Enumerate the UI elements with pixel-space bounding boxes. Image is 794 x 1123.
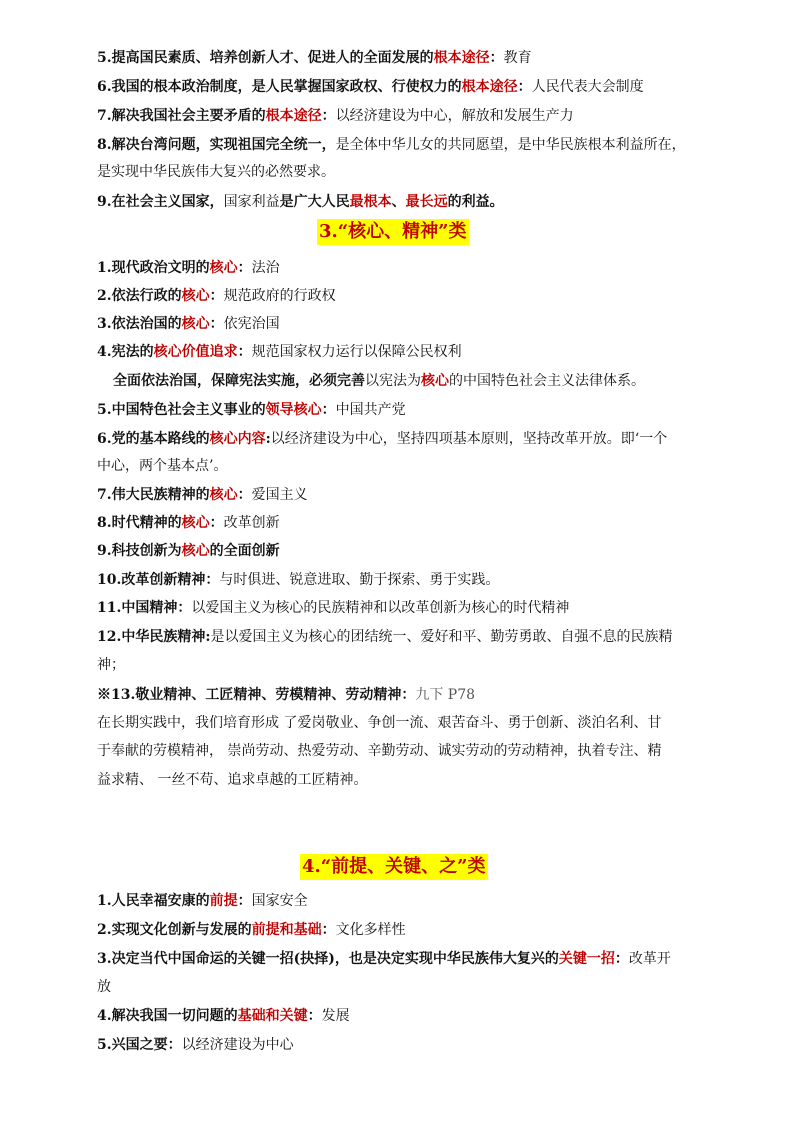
item-colon: ：: [167, 1037, 182, 1053]
item-lead: 12.中华民族精神: [97, 629, 206, 645]
item-keyword: 核心: [181, 543, 210, 559]
item-colon: ：: [209, 515, 224, 531]
item-lead: 2.实现文化创新与发展的: [97, 922, 252, 938]
item-answer: 以经济建设为中心，坚持四项基本原则，坚持改革开放。即‘一个: [270, 431, 668, 447]
item-text: 国家利益: [223, 194, 280, 210]
item-answer: 爱国主义: [251, 487, 308, 503]
s4-item-1: [97, 891, 707, 911]
item-answer: 以爱国主义为核心的民族精神和以改革创新为核心的时代精神: [191, 600, 570, 616]
item-answer: 是以爱国主义为核心的团结统一、爱好和平、勤劳勇敢、自强不息的民族精: [210, 629, 673, 645]
item-keyword: 核心价值追求: [153, 344, 238, 360]
s4-item-3: [97, 949, 707, 969]
item-keyword: 前提和基础: [251, 922, 322, 938]
s3-item-12-line2: [97, 655, 707, 675]
item-answer: 发展: [321, 1008, 350, 1024]
s3-item-8: [97, 513, 707, 533]
item-tail: 的利益。: [447, 194, 504, 210]
item-colon: ：: [237, 344, 252, 360]
s3-item-12: [97, 627, 707, 647]
item-colon: ：: [237, 487, 252, 503]
item-keyword: 基础和关键: [237, 1008, 308, 1024]
item-answer: 以经济建设为中心，解放和发展生产力: [335, 108, 574, 124]
item-colon: :: [265, 431, 271, 447]
paragraph-line: 于奉献的劳模精神， 崇尚劳动、热爱劳动、辛勤劳动、诚实劳动的劳动精神，执着专注、精: [97, 743, 662, 759]
item-lead: 7.解决我国社会主要矛盾的: [97, 108, 266, 124]
item-keyword: 核心内容: [209, 431, 266, 447]
item-colon: ：: [237, 893, 252, 909]
s4-item-5: [97, 1035, 707, 1055]
s3-item-3: [97, 314, 707, 334]
section-4-heading: 4.“前提、关键、之”类: [300, 854, 488, 880]
s2-item-6: [97, 77, 707, 97]
s3-item-11: [97, 598, 707, 618]
s4-item-4: [97, 1006, 707, 1026]
section-3-heading: 3.“核心、精神”类: [317, 219, 469, 245]
item-answer: 改革开: [628, 951, 671, 967]
item-lead: 5.中国特色社会主义事业的: [97, 402, 266, 418]
item-answer: 法治: [251, 260, 280, 276]
s3-item-13-para-1: [97, 713, 707, 733]
item-answer: 中国共产党: [335, 402, 406, 418]
item-lead: ※13.敬业精神、工匠精神、劳模精神、劳动精神: [97, 687, 402, 703]
item-answer: 国家安全: [251, 893, 308, 909]
item-colon: ：: [237, 260, 252, 276]
item-colon: ：: [614, 951, 629, 967]
item-lead: 3.依法治国的: [97, 316, 182, 332]
item-answer: 规范国家权力运行以保障公民权利: [251, 344, 462, 360]
item-lead: 9.科技创新为: [97, 543, 182, 559]
item-colon: ：: [177, 600, 192, 616]
item-answer-continued: 放: [97, 979, 111, 995]
item-text-bold: 是广大人民: [279, 194, 350, 210]
item-answer: 依宪治国: [223, 316, 280, 332]
item-answer: 以经济建设为中心: [181, 1037, 294, 1053]
s2-item-7: [97, 106, 707, 126]
item-colon: :: [205, 629, 211, 645]
item-keyword: 核心: [181, 288, 210, 304]
s3-item-7: [97, 485, 707, 505]
item-lead: 2.依法行政的: [97, 288, 182, 304]
item-keyword: 根本途径: [265, 108, 322, 124]
item-tail: 的全面创新: [209, 543, 280, 559]
item-lead: 8.解决台湾问题，实现祖国完全统一，: [97, 137, 336, 153]
s3-item-2: [97, 286, 707, 306]
item-lead: 4.宪法的: [97, 344, 154, 360]
item-separator: 、: [391, 194, 406, 210]
s3-item-13: [97, 685, 707, 705]
s2-item-8-line2: [97, 162, 707, 182]
s3-item-13-para-2: [97, 741, 707, 761]
item-keyword: 最根本: [349, 194, 392, 210]
item-keyword: 关键一招: [558, 951, 615, 967]
s2-item-9: [97, 192, 707, 212]
item-lead: 5.提高国民素质、培养创新人才、促进人的全面发展的: [97, 50, 434, 66]
item-answer: 人民代表大会制度: [531, 79, 644, 95]
s3-item-1: [97, 258, 707, 278]
item-keyword: 最长远: [405, 194, 448, 210]
s3-item-10: [97, 570, 707, 590]
item-lead: 全面依法治国，保障宪法实施，必须完善: [113, 373, 365, 389]
item-keyword: 核心: [209, 487, 238, 503]
item-answer: 教育: [503, 50, 532, 66]
s3-item-6: [97, 429, 707, 449]
item-lead: 9.在社会主义国家，: [97, 194, 224, 210]
item-lead: 6.我国的根本政治制度，是人民掌握国家政权、行使权力的: [97, 79, 462, 95]
item-lead: 11.中国精神: [97, 600, 178, 616]
s3-item-13-para-3: [97, 770, 707, 790]
item-lead: 1.人民幸福安康的: [97, 893, 210, 909]
item-keyword: 核心: [421, 373, 449, 389]
item-colon: ：: [321, 922, 336, 938]
item-colon: ：: [321, 402, 336, 418]
item-colon: ：: [209, 316, 224, 332]
item-answer-continued: 中心，两个基本点’。: [97, 458, 228, 474]
item-colon: ：: [517, 79, 532, 95]
s3-item-4: [97, 342, 707, 362]
item-tail: 的中国特色社会主义法律体系。: [449, 373, 645, 389]
item-colon: ：: [209, 288, 224, 304]
item-lead: 7.伟大民族精神的: [97, 487, 210, 503]
item-answer-continued: 是实现中华民族伟大复兴的必然要求。: [97, 164, 335, 180]
item-lead: 10.改革创新精神: [97, 572, 206, 588]
item-lead: 4.解决我国一切问题的: [97, 1008, 238, 1024]
item-colon: ：: [307, 1008, 322, 1024]
item-answer: 与时俱进、锐意进取、勤于探索、勇于实践。: [219, 572, 500, 588]
s3-item-5: [97, 400, 707, 420]
s3-item-9: [97, 541, 707, 561]
item-answer-continued: 神；: [97, 657, 125, 673]
s3-item-4b: [113, 371, 723, 391]
item-text: 以宪法为: [365, 373, 421, 389]
s3-item-6-line2: [97, 456, 707, 476]
item-lead: 1.现代政治文明的: [97, 260, 210, 276]
item-colon: ：: [205, 572, 220, 588]
item-answer: 规范政府的行政权: [223, 288, 336, 304]
item-lead: 6.党的基本路线的: [97, 431, 210, 447]
item-keyword: 核心: [181, 316, 210, 332]
paragraph-line: 益求精、 一丝不苟、追求卓越的工匠精神。: [97, 772, 368, 788]
s2-item-5: [97, 48, 707, 68]
item-answer: 文化多样性: [335, 922, 406, 938]
item-lead: 8.时代精神的: [97, 515, 182, 531]
item-colon: ：: [321, 108, 336, 124]
s2-item-8: [97, 135, 707, 155]
s4-item-2: [97, 920, 707, 940]
item-keyword: 根本途径: [433, 50, 490, 66]
s4-item-3-line2: [97, 977, 707, 997]
item-keyword: 前提: [209, 893, 238, 909]
item-keyword: 领导核心: [265, 402, 322, 418]
item-keyword: 根本途径: [461, 79, 518, 95]
item-lead: 5.兴国之要: [97, 1037, 168, 1053]
item-colon: ：: [489, 50, 504, 66]
item-answer: 改革创新: [223, 515, 280, 531]
item-keyword: 核心: [209, 260, 238, 276]
item-lead: 3.决定当代中国命运的关键一招(抉择)，也是决定实现中华民族伟大复兴的: [97, 951, 559, 967]
item-colon: ：: [401, 687, 416, 703]
item-keyword: 核心: [181, 515, 210, 531]
textbook-reference: 九下 P78: [415, 687, 476, 703]
paragraph-line: 在长期实践中，我们培育形成 了爱岗敬业、争创一流、艰苦奋斗、勇于创新、淡泊名利、甘: [97, 715, 662, 731]
item-answer: 是全体中华儿女的共同愿望，是中华民族根本利益所在，: [335, 137, 686, 153]
